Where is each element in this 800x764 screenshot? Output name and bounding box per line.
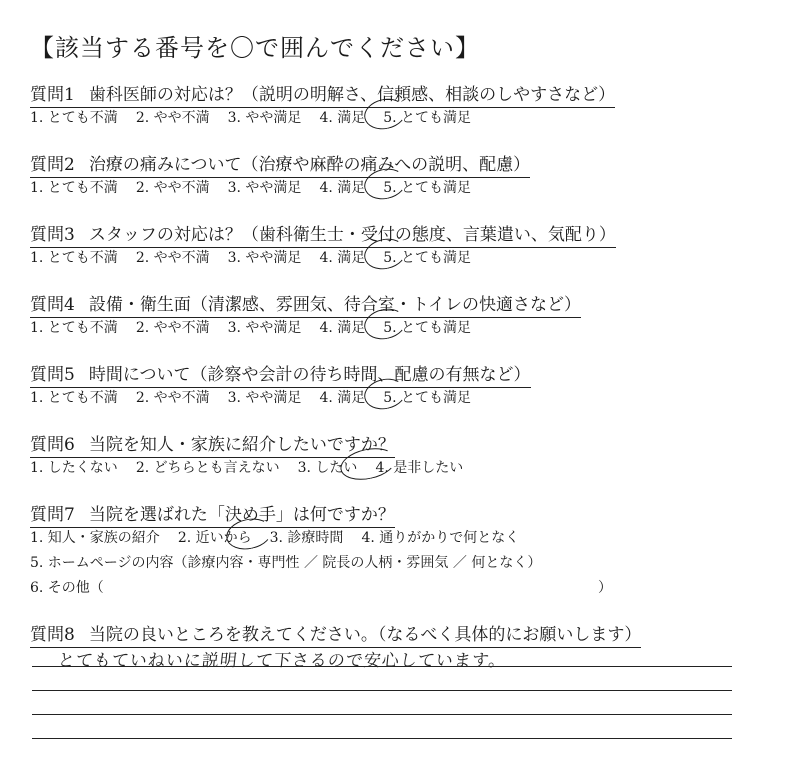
- question-number: 質問1: [30, 85, 75, 105]
- option[interactable]: 3. やや満足: [227, 250, 302, 266]
- option[interactable]: 4. 是非したい: [375, 460, 464, 476]
- option-selected[interactable]: 2. 近いから: [177, 530, 252, 546]
- option-selected[interactable]: 3. したい: [297, 460, 358, 476]
- option[interactable]: 1. とても不満: [30, 110, 118, 126]
- options-q3: [30, 247, 489, 267]
- option-selected[interactable]: 4. 満足: [319, 250, 366, 266]
- answer-line: [32, 666, 732, 667]
- option-selected[interactable]: 4. 満足: [319, 320, 366, 336]
- question-text: 歯科医師の対応は？（説明の明解さ、信頼感、相談のしやすさなど）: [88, 85, 616, 105]
- option[interactable]: 3. 診療時間: [269, 530, 344, 546]
- question-text: 当院を選ばれた「決め手」は何ですか？: [88, 505, 395, 525]
- question-number: 質問5: [30, 365, 75, 385]
- option[interactable]: 5. とても満足: [383, 250, 472, 266]
- question-2: [30, 150, 530, 178]
- option[interactable]: 3. やや満足: [227, 320, 302, 336]
- option[interactable]: 1. したくない: [30, 460, 118, 476]
- option[interactable]: 2. どちらとも言えない: [135, 460, 280, 476]
- options-q5: [30, 387, 489, 407]
- option[interactable]: 1. とても不満: [30, 320, 118, 336]
- option-selected[interactable]: 4. 満足: [319, 180, 366, 196]
- question-number: 質問7: [30, 505, 75, 525]
- options-q6: [30, 457, 481, 477]
- question-1: [30, 80, 615, 108]
- question-text: スタッフの対応は？（歯科衛生士・受付の態度、言葉遣い、気配り）: [88, 225, 616, 245]
- option[interactable]: 3. やや満足: [227, 110, 302, 126]
- question-number: 質問4: [30, 295, 75, 315]
- question-6: [30, 430, 395, 458]
- option[interactable]: 1. 知人・家族の紹介: [30, 530, 160, 546]
- question-3: [30, 220, 616, 248]
- option[interactable]: 2. やや不満: [135, 320, 210, 336]
- option[interactable]: 2. やや不満: [135, 180, 210, 196]
- handwritten-answer[interactable]: とてもていねいに説明して下さるので安心しています。: [56, 651, 508, 671]
- options-q4: [30, 317, 489, 337]
- question-4: [30, 290, 581, 318]
- question-text: 当院を知人・家族に紹介したいですか？: [88, 435, 395, 455]
- question-number: 質問8: [30, 625, 75, 645]
- answer-line: [32, 714, 732, 715]
- option[interactable]: 3. やや満足: [227, 390, 302, 406]
- option-selected[interactable]: 4. 満足: [319, 110, 366, 126]
- option[interactable]: 1. とても不満: [30, 180, 118, 196]
- option[interactable]: 3. やや満足: [227, 180, 302, 196]
- option[interactable]: 5. とても満足: [383, 180, 472, 196]
- other-close-paren: ）: [598, 580, 612, 596]
- question-text: 設備・衛生面（清潔感、雰囲気、待合室・トイレの快適さなど）: [88, 295, 581, 315]
- option-q7-5[interactable]: 5. ホームページの内容（診療内容・専門性 ／ 院長の人柄・雰囲気 ／ 何となく）: [30, 555, 542, 571]
- options-q1: [30, 107, 489, 127]
- option[interactable]: 2. やや不満: [135, 110, 210, 126]
- option[interactable]: 5. とても満足: [383, 110, 472, 126]
- answer-line: [32, 738, 732, 739]
- question-number: 質問3: [30, 225, 75, 245]
- option-q7-other[interactable]: 6. その他（: [30, 580, 104, 596]
- question-number: 質問6: [30, 435, 75, 455]
- question-text: 治療の痛みについて（治療や麻酔の痛みへの説明、配慮）: [88, 155, 531, 175]
- options-q7: [30, 527, 537, 547]
- question-text: 当院の良いところを教えてください。（なるべく具体的にお願いします）: [88, 625, 642, 645]
- answer-line: [32, 690, 732, 691]
- option[interactable]: 2. やや不満: [135, 250, 210, 266]
- option[interactable]: 1. とても不満: [30, 250, 118, 266]
- option[interactable]: 5. とても満足: [383, 320, 472, 336]
- option[interactable]: 5. とても満足: [383, 390, 472, 406]
- options-q2: [30, 177, 489, 197]
- option-selected[interactable]: 4. 満足: [319, 390, 366, 406]
- option[interactable]: 1. とても不満: [30, 390, 118, 406]
- option[interactable]: 4. 通りがかりで何となく: [361, 530, 520, 546]
- question-5: [30, 360, 531, 388]
- question-number: 質問2: [30, 155, 75, 175]
- page-title: 【該当する番号を〇で囲んでください】: [30, 34, 480, 62]
- question-text: 時間について（診察や会計の待ち時間、配慮の有無など）: [88, 365, 531, 385]
- question-8: [30, 620, 641, 648]
- question-7: [30, 500, 395, 528]
- option[interactable]: 2. やや不満: [135, 390, 210, 406]
